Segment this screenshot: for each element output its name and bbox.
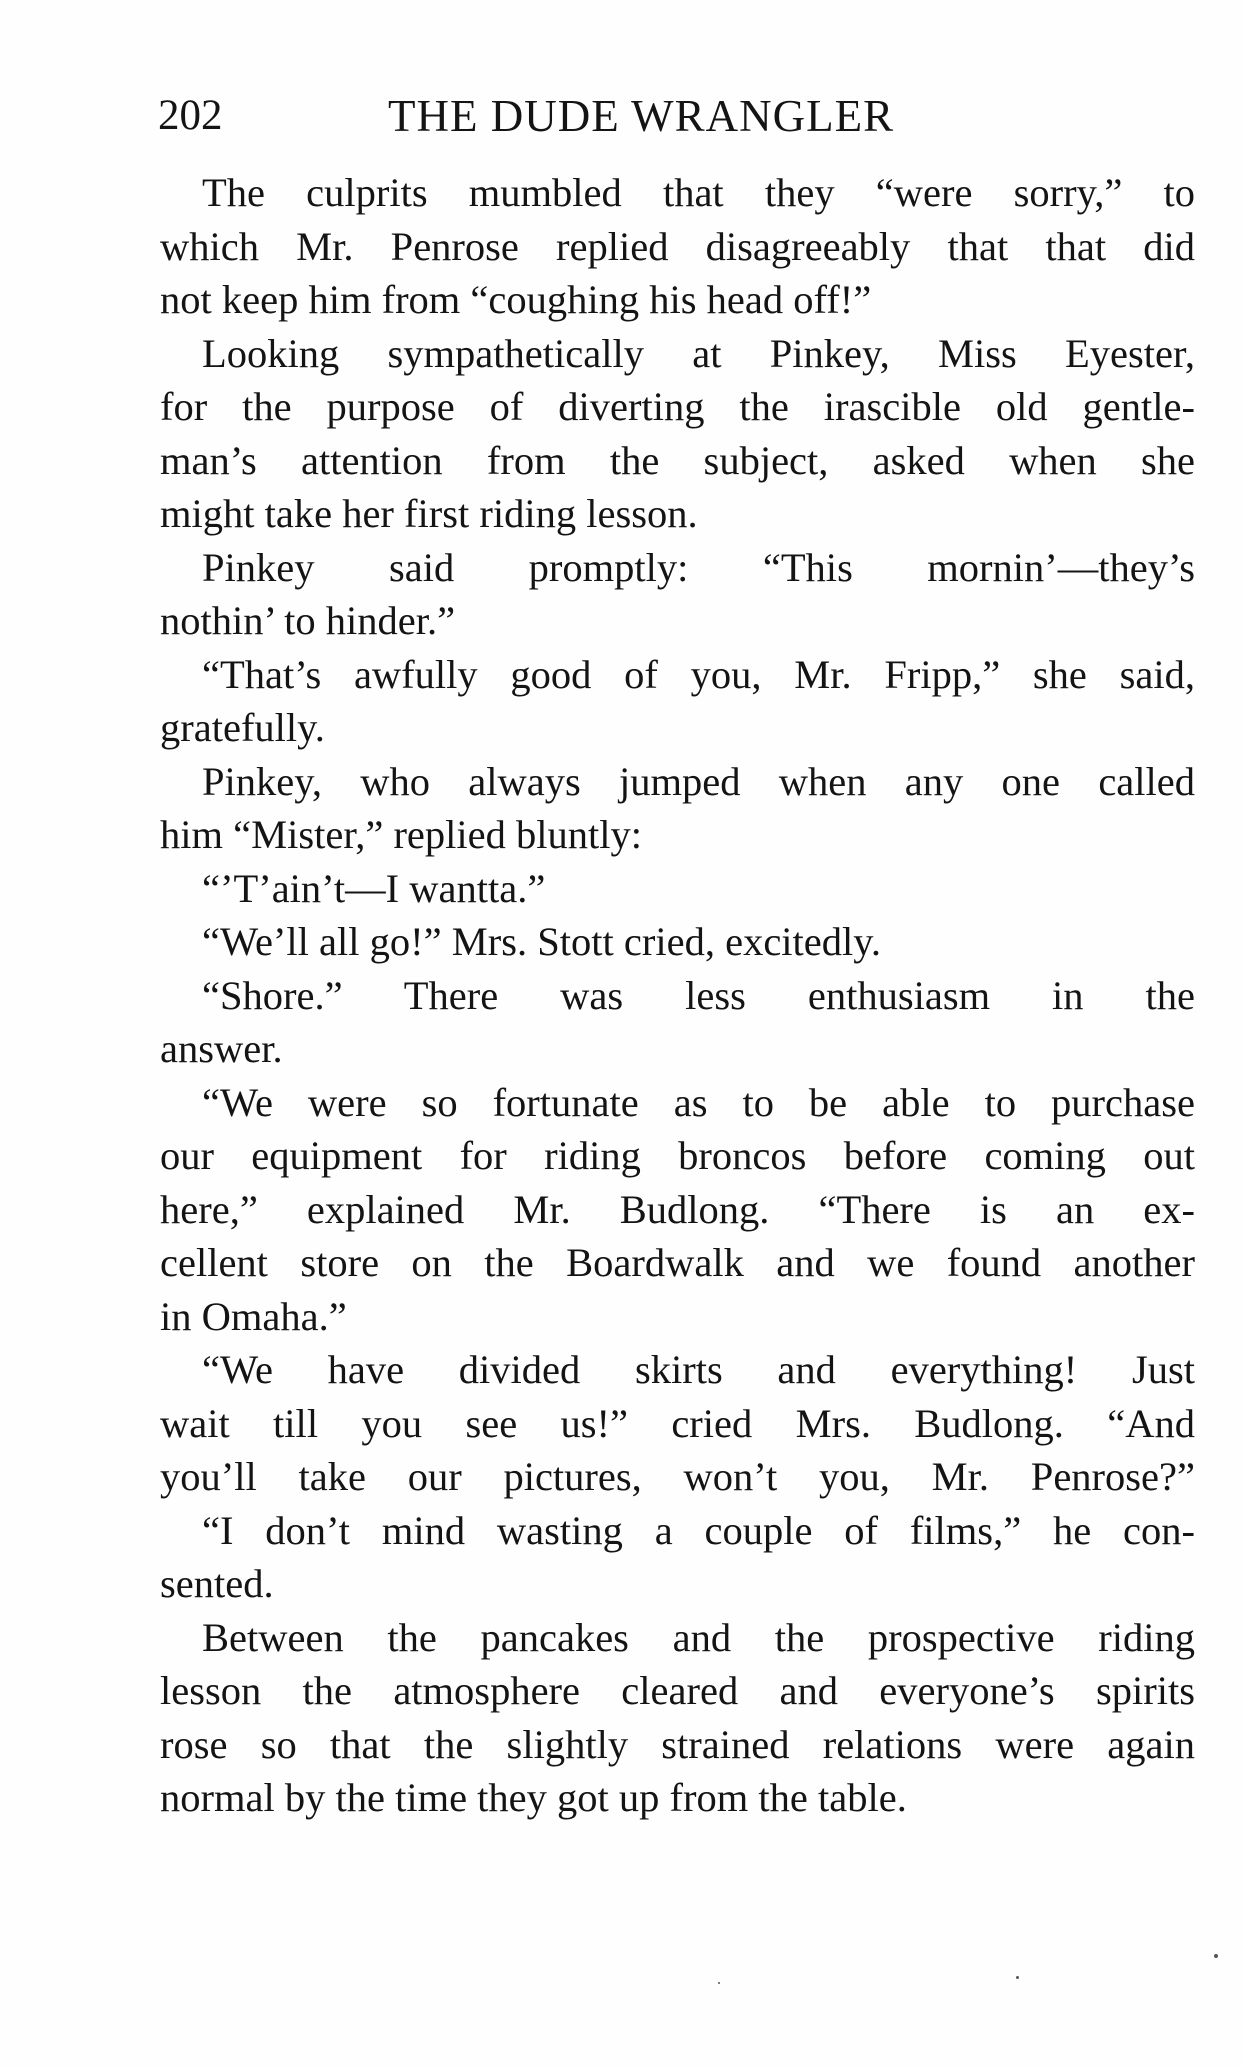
text-line: “I don’t mind wasting a couple of films,” he con- [202,1507,1195,1553]
text-line: Pinkey, who always jumped when any one called [202,758,1195,804]
text-line: wait till you see us!” cried Mrs. Budlong. “And [160,1400,1195,1446]
text-line: Looking sympathetically at Pinkey, Miss Eyester, [202,330,1195,376]
text-line: “We were so fortunate as to be able to purchase [202,1079,1195,1125]
text-line: “’T’ain’t—I wantta.” [202,865,546,911]
text-line: you’ll take our pictures, won’t you, Mr. Penrose?” [160,1454,1195,1499]
text-line: might take her first riding lesson. [160,491,698,536]
running-head [158,86,1198,146]
text-line: “We have divided skirts and everything! Just [202,1347,1195,1392]
text-line: answer. [160,1026,283,1071]
text-line: “We’ll all go!” Mrs. Stott cried, excitedly. [202,919,882,964]
page-number: 202 [158,92,223,139]
text-line: our equipment for riding broncos before coming out [160,1133,1195,1178]
text-line: nothin’ to hinder.” [160,598,456,643]
scan-speck [1214,1954,1218,1958]
book-title: THE DUDE WRANGLER [388,91,895,141]
text-line: gratefully. [160,705,325,750]
text-line: sented. [160,1561,274,1606]
scan-speck [1016,1976,1019,1979]
text-line: normal by the time they got up from the table. [160,1775,907,1820]
text-line: for the purpose of diverting the irascible old gentle- [160,384,1195,429]
scan-speck [718,1982,720,1984]
text-line: here,” explained Mr. Budlong. “There is an ex- [160,1186,1195,1232]
text-line: in Omaha.” [160,1293,347,1339]
text-line: him “Mister,” replied bluntly: [160,812,643,857]
text-line: man’s attention from the subject, asked when she [160,437,1195,483]
body-text [160,166,1195,1825]
text-line: rose so that the slightly strained relations were again [160,1721,1195,1767]
text-line: Between the pancakes and the prospective riding [202,1614,1195,1660]
text-line: cellent store on the Boardwalk and we found another [160,1240,1195,1285]
text-line: “That’s awfully good of you, Mr. Fripp,” she said, [202,651,1195,697]
text-line: which Mr. Penrose replied disagreeably that that did [160,223,1195,269]
text-line: not keep him from “coughing his head off!” [160,277,872,322]
text-line: Pinkey said promptly: “This mornin’—they’s [202,544,1195,590]
text-line: lesson the atmosphere cleared and everyone’s spirits [160,1668,1195,1713]
text-line: “Shore.” There was less enthusiasm in the [202,972,1195,1018]
text-line: The culprits mumbled that they “were sorry,” to [202,170,1195,215]
